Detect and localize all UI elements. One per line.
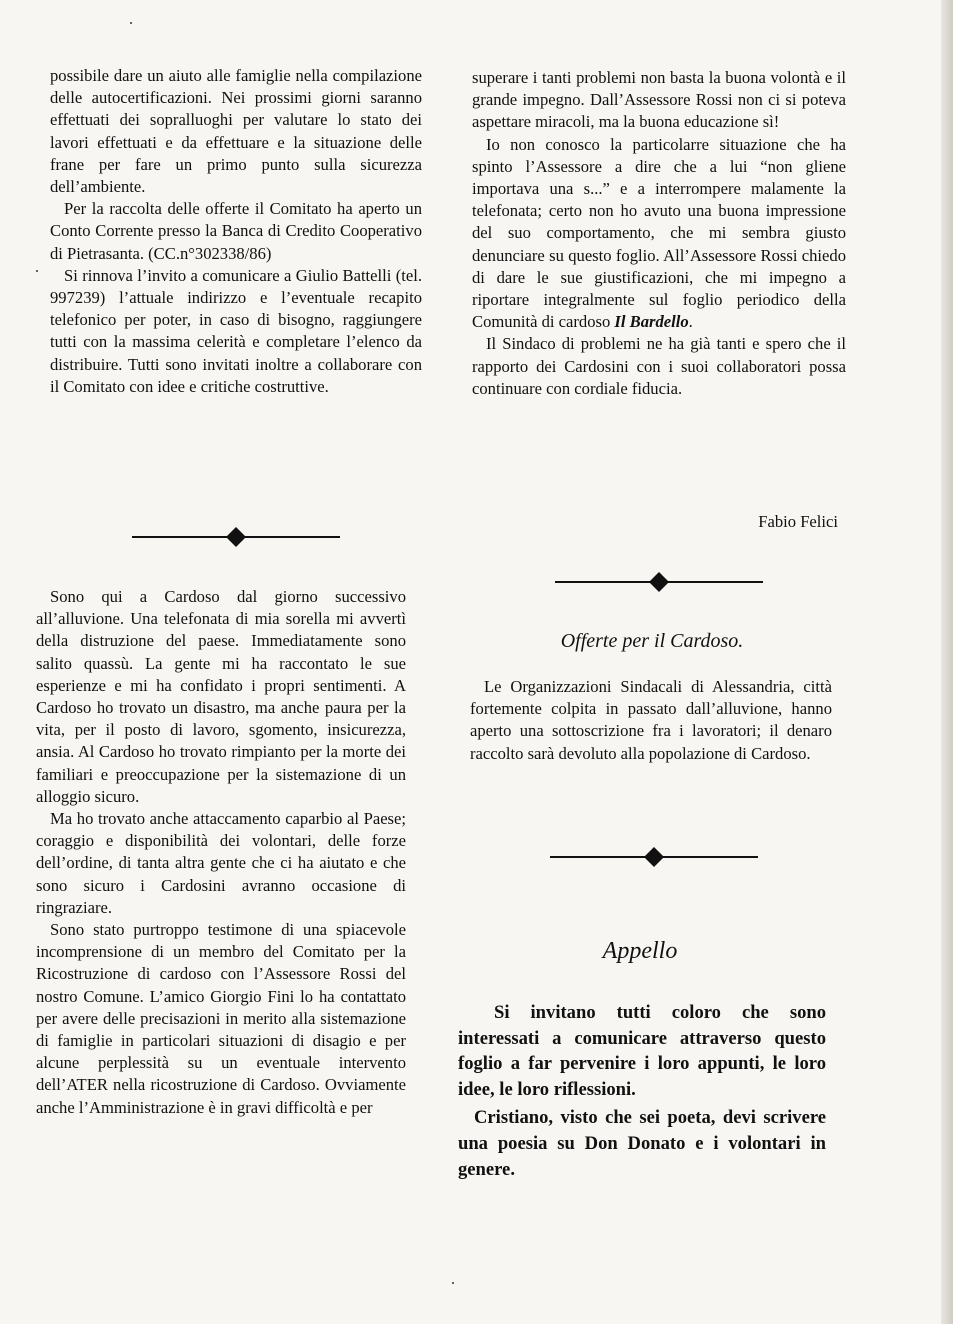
appello-body: [458, 1000, 826, 1185]
print-speck: [36, 270, 38, 272]
paragraph: Per la raccolta delle offerte il Comitato ha aperto un Conto Corrente presso la Banca di Credito Cooperativo di Pietrasanta. (CC.n°302338/86): [50, 199, 422, 263]
section-divider: [132, 525, 340, 549]
left-column-bottom: [36, 586, 406, 1119]
paragraph: Si rinnova l’invito a comunicare a Giulio Battelli (tel. 997239) l’attuale indirizzo e l’eventuale recapito telefonico per poter, in caso di bisogno, raggiungere tutti con la massima celerità e completare l’elenco da distribuire. Tutti sono invitati inoltre a collaborare con il Comitato con idee e critiche costruttive.: [50, 265, 422, 396]
offerte-title: Offerte per il Cardoso.: [560, 630, 744, 652]
section-divider: [550, 845, 758, 869]
paragraph: Sono qui a Cardoso dal giorno successivo all’alluvione. Una telefonata di mia sorella mi avvertì della distruzione del paese. Immediatamente sono salito quassù. La gente mi ha raccontato le sue esperienze e mi ha confidato i propri sentimenti. A Cardoso ho trovato un disastro, ma anche paura per la vita, per il posto di lavoro, sgomento, insicurezza, ansia. Al Cardoso ho trovato rimpianto per la morte dei familiari e preoccupazione per la sistemazione di un alloggio sicuro.: [36, 587, 406, 806]
paragraph-end: .: [688, 312, 693, 332]
paragraph-text: Io non conosco la particolarre situazione che ha spinto l’Assessore a dire che a lui “non gliene importava una s...” e a interrompere malamente la telefonata; certo non ho avuto una buona impressione del suo comportamento, che mi sembra giusto denunciare su questo foglio. All’Assessore Rossi chiedo di dare le sue giustificazioni, che mi impegno a riportare integralmente sul foglio periodico della Comunità di cardoso: [472, 134, 846, 332]
paragraph: Ma ho trovato anche attaccamento caparbio al Paese; coraggio e disponibilità dei volontari, delle forze dell’ordine, di tanta altra gente che ci ha aiutato e che sono sicuro i Cardosini avranno occasione di ringraziare.: [36, 809, 406, 917]
paragraph: Sono stato purtroppo testimone di una spiacevole incomprensione di un membro del Comitato per la Ricostruzione di cardoso con l’Assessore Rossi del nostro Comune. L’amico Giorgio Fini lo ha contattato per avere delle precisazioni in merito alla sistemazione di famiglie in particolari situazioni di disagio e per alcune perplessità su un eventuale intervento dell’ATER nella ricostruzione di Cardoso. Ovviamente anche l’Amministrazione è in gravi difficoltà e per: [36, 920, 406, 1117]
offerte-body: [470, 676, 832, 765]
paragraph: [472, 134, 846, 334]
page-edge: [941, 0, 953, 1324]
newsletter-name: Il Bardello: [614, 312, 689, 332]
paragraph: superare i tanti problemi non basta la buona volontà e il grande impegno. Dall’Assessore Rossi non ci si poteva aspettare miracoli, ma la buona educazione sì!: [472, 68, 846, 132]
paragraph: Si invitano tutti coloro che sono interessati a comunicare attraverso questo foglio a far pervenire i loro appunti, le loro idee, le loro riflessioni.: [458, 1002, 826, 1100]
author-signature: Fabio Felici: [758, 512, 838, 531]
paragraph: possibile dare un aiuto alle famiglie nella compilazione delle autocertificazioni. Nei prossimi giorni saranno effettuati dei sopralluoghi per valutare lo stato dei lavori effettuati e da effettuare e la situazione delle frane per fare un primo punto sulla sicurezza dell’ambiente.: [50, 66, 422, 197]
print-speck: [452, 1282, 454, 1284]
print-speck: [130, 22, 132, 24]
paragraph: Il Sindaco di problemi ne ha già tanti e spero che il rapporto dei Cardosini con i suoi collaboratori possa continuare con cordiale fiducia.: [472, 334, 846, 398]
appello-title: Appello: [602, 938, 678, 964]
paragraph: Le Organizzazioni Sindacali di Alessandria, città fortemente colpita in passato dall’alluvione, hanno aperto una sottoscrizione fra i lavoratori; il denaro raccolto sarà devoluto alla popolazione di Cardoso.: [470, 677, 832, 763]
right-column-top: [472, 67, 846, 400]
left-column-top: [50, 65, 422, 398]
section-divider: [555, 570, 763, 594]
paragraph: Cristiano, visto che sei poeta, devi scrivere una poesia su Don Donato e i volontari in genere.: [458, 1107, 826, 1180]
